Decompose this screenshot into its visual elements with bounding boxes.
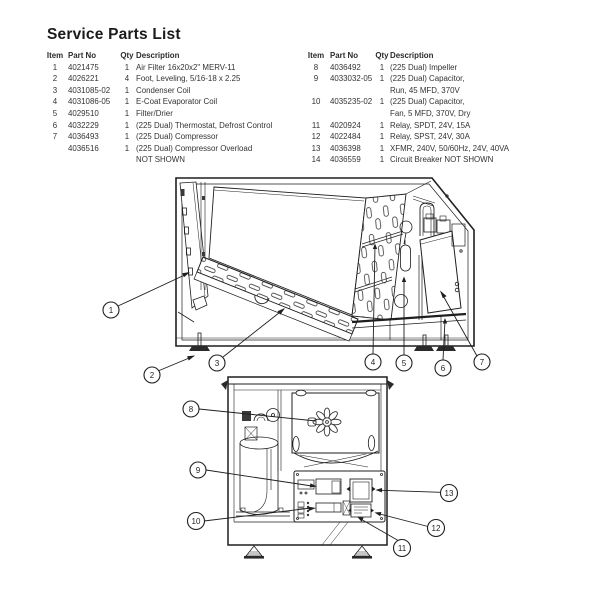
cell-desc: (225 Dual) Thermostat, Defrost Control: [136, 120, 273, 130]
cell-part: 4035235-02: [330, 97, 373, 107]
page-title: Service Parts List: [47, 26, 181, 43]
cell-part: 4036493: [68, 132, 99, 142]
cell-item: 2: [52, 74, 58, 84]
cell-qty: 1: [379, 62, 385, 72]
callout-label: 1: [108, 305, 114, 315]
cell-desc: Run, 45 MFD, 370V: [390, 85, 460, 95]
cell-part: 4020924: [330, 120, 361, 130]
air-filter-panel: [178, 182, 208, 322]
cell-item: 9: [313, 74, 319, 84]
junction-box: [452, 224, 465, 246]
callout-9: [190, 462, 206, 478]
cell-qty: 1: [124, 62, 130, 72]
cell-desc: Air Filter 16x20x2" MERV-11: [136, 62, 236, 72]
cell-qty: 4: [124, 74, 130, 84]
refrigerant-pipe: [419, 255, 422, 320]
compressor-body: [240, 443, 278, 510]
cell-qty: 1: [379, 155, 385, 165]
discharge-pipe: [420, 203, 434, 236]
compressor-panel: [420, 231, 461, 313]
filter-drier: [401, 245, 411, 271]
callout-8: [183, 401, 199, 417]
compressor-compartment: [236, 409, 290, 517]
cell-item: 12: [311, 132, 321, 142]
cell-item: 5: [52, 108, 58, 118]
callout-label: 5: [401, 358, 407, 368]
cell-qty: 1: [379, 97, 385, 107]
foot-pad: [244, 556, 264, 559]
col-header-item: Item: [46, 51, 64, 60]
callout-2: [144, 367, 160, 383]
cell-item: 4: [52, 97, 58, 107]
callout-12: [428, 520, 445, 537]
callout-label: 8: [188, 404, 194, 414]
cell-part: 4029510: [68, 108, 99, 118]
callout-label: 9: [195, 465, 201, 475]
diagram-side-view: [103, 178, 490, 383]
callout-11: [394, 540, 411, 557]
cell-part: 4031085-02: [68, 85, 111, 95]
leveling-foot: [189, 346, 210, 351]
cell-desc: Condenser Coil: [136, 85, 191, 95]
cell-qty: 1: [124, 132, 130, 142]
col-header-qty: Qty: [120, 51, 134, 60]
callout-5: [396, 355, 412, 371]
cell-part: 4036559: [330, 155, 361, 165]
callout-4: [365, 354, 381, 370]
leveling-foot: [436, 346, 456, 351]
callout-label: 3: [214, 358, 220, 368]
cell-part: 4021475: [68, 62, 99, 72]
cell-qty: 1: [379, 132, 385, 142]
callout-label: 13: [444, 488, 454, 498]
cell-item: 7: [52, 132, 58, 142]
callout-13: [441, 485, 458, 502]
compressor-top: [240, 437, 278, 449]
cell-item: 14: [311, 155, 321, 165]
cell-qty: 1: [124, 120, 130, 130]
callout-label: 7: [479, 357, 485, 367]
callout-1: [103, 302, 119, 318]
cell-item: 13: [311, 143, 321, 153]
cell-part: 4026221: [68, 74, 99, 84]
cell-part: 4032229: [68, 120, 99, 130]
suction-accumulator: [395, 295, 408, 308]
cell-qty: 1: [379, 120, 385, 130]
cell-desc: Relay, SPST, 24V, 30A: [390, 132, 470, 142]
callout-label: 2: [149, 370, 155, 380]
cell-item: 8: [313, 62, 319, 72]
callout-6: [435, 360, 451, 376]
cell-part: 4033032-05: [330, 74, 373, 84]
callout-7: [474, 354, 490, 370]
cell-item: 6: [52, 120, 58, 130]
leveling-feet: [189, 333, 456, 351]
service-valve: [267, 409, 280, 422]
blower-housing: [292, 390, 379, 467]
cell-qty: 1: [124, 143, 130, 153]
col-header-part: Part No: [330, 51, 359, 60]
cell-desc: (225 Dual) Compressor: [136, 132, 219, 142]
cell-desc: (225 Dual) Impeller: [390, 62, 458, 72]
col-header-part: Part No: [68, 51, 97, 60]
cell-desc: NOT SHOWN: [136, 155, 185, 165]
cell-part: 4031086-05: [68, 97, 111, 107]
callout-label: 6: [440, 363, 446, 373]
callout-label: 10: [191, 516, 201, 526]
cell-part: 4022484: [330, 132, 361, 142]
cell-item: 1: [52, 62, 58, 72]
col-header-desc: Description: [136, 51, 180, 60]
cell-desc: Foot, Leveling, 5/16-18 x 2.25: [136, 74, 241, 84]
cell-desc: (225 Dual) Compressor Overload: [136, 143, 253, 153]
cell-qty: 1: [124, 97, 130, 107]
cell-desc: Filter/Drier: [136, 108, 173, 118]
cell-qty: 1: [124, 108, 130, 118]
cabinet-feet: [244, 546, 372, 559]
foot-pad: [352, 556, 372, 559]
cell-desc: (225 Dual) Capacitor,: [390, 74, 465, 84]
compressor-section: [413, 195, 465, 313]
cell-qty: 1: [379, 143, 385, 153]
cell-desc: Fan, 5 MFD, 370V, Dry: [390, 108, 471, 118]
cell-desc: Circuit Breaker NOT SHOWN: [390, 155, 494, 165]
cell-part: 4036492: [330, 62, 361, 72]
diagram-front-view: [183, 377, 458, 559]
cell-part: 4036398: [330, 143, 361, 153]
cell-desc: E-Coat Evaporator Coil: [136, 97, 218, 107]
cell-item: 10: [311, 97, 321, 107]
callout-label: 12: [431, 523, 441, 533]
leveling-foot: [414, 346, 434, 351]
cell-item: 3: [52, 85, 58, 95]
callout-label: 4: [370, 357, 376, 367]
cell-qty: 1: [124, 85, 130, 95]
cell-part: 4036516: [68, 143, 99, 153]
callout-label: 11: [397, 543, 407, 553]
col-header-desc: Description: [390, 51, 434, 60]
callout-10: [188, 513, 205, 530]
col-header-item: Item: [307, 51, 325, 60]
cell-item: 11: [311, 120, 321, 130]
col-header-qty: Qty: [375, 51, 389, 60]
callout-3: [209, 355, 225, 371]
cell-qty: 1: [379, 74, 385, 84]
cell-desc: XFMR, 240V, 50/60Hz, 24V, 40VA: [390, 143, 510, 153]
control-panel: [294, 471, 385, 522]
cell-desc: (225 Dual) Capacitor,: [390, 97, 465, 107]
cell-desc: Relay, SPDT, 24V, 15A: [390, 120, 471, 130]
